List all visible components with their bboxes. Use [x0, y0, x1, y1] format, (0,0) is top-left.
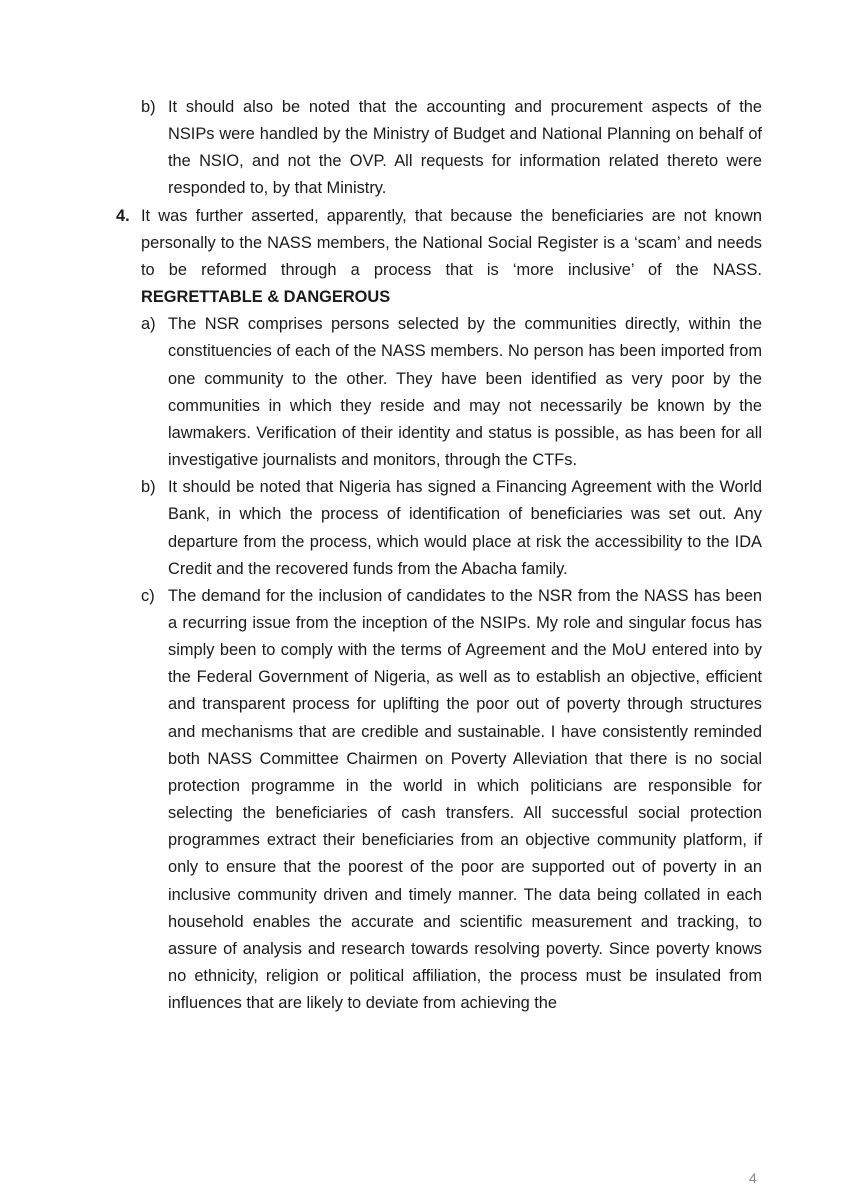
list-marker: b) — [141, 478, 156, 497]
list-marker: b) — [141, 98, 156, 116]
paragraph-text: It should be noted that Nigeria has signed a Financing Agreement with the World Bank, in which the process of identification of beneficiaries was set out. Any departure from the process, which would place at risk the accessibility to the IDA Credit and the recovered funds from the Abacha family. — [168, 478, 762, 578]
paragraph-text: The NSR comprises persons selected by the communities directly, within the constituencies of each of the NASS members. No person has been imported from one community to the other. They have been identified as very poor by the communities in which they reside and may not necessarily be known by the lawmakers. Verification of their identity and status is possible, as has been for all investigative journalists and monitors, through the CTFs. — [168, 315, 762, 470]
paragraph-text: It was further asserted, apparently, that because the beneficiaries are not known personally to the NASS members, the National Social Register is a ‘scam’ and needs to be reformed through a process that is ‘more inclusive’ of the NASS. — [141, 206, 762, 279]
page-number: 4 — [749, 1170, 757, 1186]
list-item-c — [141, 583, 762, 1018]
list-item-a — [141, 311, 762, 474]
list-marker: c) — [141, 586, 155, 605]
list-item-b-intro — [141, 94, 762, 203]
paragraph-text: The demand for the inclusion of candidates to the NSR from the NASS has been a recurring issue from the inception of the NSIPs. My role and singular focus has simply been to comply with the terms of Agreement and the MoU entered into by the Federal Government of Nigeria, as well as to establish an objective, efficient and transparent process for uplifting the poor out of poverty through structures and mechanisms that are credible and sustainable. I have consistently reminded both NASS Committee Chairmen on Poverty Alleviation that there is no social protection programme in the world in which politicians are responsible for selecting the beneficiaries of cash transfers. All successful social protection programmes extract their beneficiaries from an objective community platform, if only to ensure that the poorest of the poor are supported out of poverty in an inclusive community driven and timely manner. The data being collated in each household enables the accurate and scientific measurement and tracking, to assure of analysis and research towards resolving poverty. Since poverty knows no ethnicity, religion or political affiliation, the process must be insulated from influences that are likely to deviate from achieving the — [168, 586, 762, 1013]
list-item-b — [141, 474, 762, 583]
numbered-point-4 — [116, 203, 762, 312]
paragraph-text: It should also be noted that the accounting and procurement aspects of the NSIPs were handled by the Ministry of Budget and National Planning on behalf of the NSIO, and not the OVP. All requests for information related thereto were responded to, by that Ministry. — [168, 98, 762, 198]
page-content — [0, 94, 855, 1017]
list-marker: a) — [141, 315, 156, 334]
point-number: 4. — [116, 206, 130, 225]
emphasis-text: REGRETTABLE & DANGEROUS — [141, 288, 391, 307]
